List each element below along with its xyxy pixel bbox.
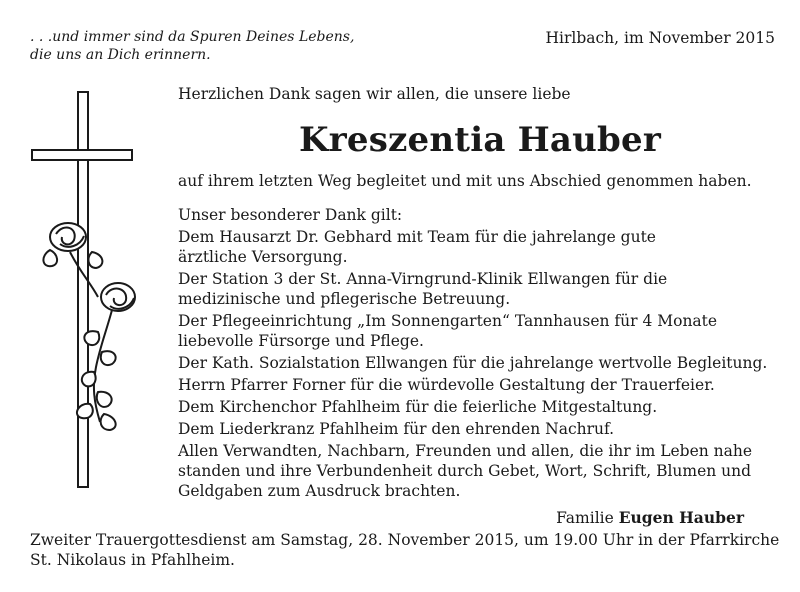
thanks-item bbox=[178, 353, 782, 373]
main-content bbox=[178, 84, 782, 528]
service-line: Zweiter Trauergottesdienst am Samstag, 28. November 2015, um 19.00 Uhr in der Pfarrkirche bbox=[30, 531, 780, 549]
motto-line: die uns an Dich erinnern. bbox=[30, 47, 211, 63]
thanks-line: medizinische und pflegerische Betreuung. bbox=[178, 290, 511, 308]
place-date: Hirlbach, im November 2015 bbox=[545, 29, 775, 47]
thanks-item bbox=[178, 441, 782, 501]
thanks-item bbox=[178, 311, 782, 351]
intro-text: Herzlichen Dank sagen wir allen, die unsere liebe bbox=[178, 85, 571, 103]
thanks-line: Der Station 3 der St. Anna-Virngrund-Klinik Ellwangen für die bbox=[178, 270, 668, 288]
service-notice bbox=[30, 530, 790, 570]
deceased-name: Kreszentia Hauber bbox=[299, 120, 661, 160]
after-name-text: auf ihrem letzten Weg begleitet und mit uns Abschied genommen haben. bbox=[178, 172, 752, 190]
cross-with-roses-icon bbox=[20, 82, 150, 502]
service-line: St. Nikolaus in Pfahlheim. bbox=[30, 551, 235, 569]
thanks-line: Der Kath. Sozialstation Ellwangen für die jahrelange wertvolle Begleitung. bbox=[178, 354, 768, 372]
motto bbox=[30, 28, 354, 64]
thanks-line: Der Pflegeeinrichtung „Im Sonnengarten“ Tannhausen für 4 Monate bbox=[178, 312, 718, 330]
thanks-line: Dem Kirchenchor Pfahlheim für die feierliche Mitgestaltung. bbox=[178, 398, 658, 416]
thanks-line: standen und ihre Verbundenheit durch Gebet, Wort, Schrift, Blumen und bbox=[178, 462, 752, 480]
thanks-item bbox=[178, 269, 782, 309]
thanks-section bbox=[178, 205, 782, 501]
thanks-line: Allen Verwandten, Nachbarn, Freunden und allen, die ihr im Leben nahe bbox=[178, 442, 753, 460]
family-name: Eugen Hauber bbox=[618, 508, 744, 527]
thanks-line: Herrn Pfarrer Forner für die würdevolle Gestaltung der Trauerfeier. bbox=[178, 376, 715, 394]
thanks-line: ärztliche Versorgung. bbox=[178, 248, 348, 266]
thanks-heading: Unser besonderer Dank gilt: bbox=[178, 206, 403, 224]
thanks-item bbox=[178, 419, 782, 439]
motto-line: . . .und immer sind da Spuren Deines Lebens, bbox=[30, 29, 355, 45]
thanks-line: Dem Hausarzt Dr. Gebhard mit Team für die jahrelange gute bbox=[178, 228, 656, 246]
thanks-item bbox=[178, 397, 782, 417]
thanks-line: Dem Liederkranz Pfahlheim für den ehrenden Nachruf. bbox=[178, 420, 615, 438]
thanks-line: Geldgaben zum Ausdruck brachten. bbox=[178, 482, 461, 500]
family-signature bbox=[178, 508, 782, 528]
thanks-line: liebevolle Fürsorge und Pflege. bbox=[178, 332, 424, 350]
thanks-item bbox=[178, 227, 782, 267]
family-prefix: Familie bbox=[556, 509, 614, 527]
thanks-item bbox=[178, 375, 782, 395]
